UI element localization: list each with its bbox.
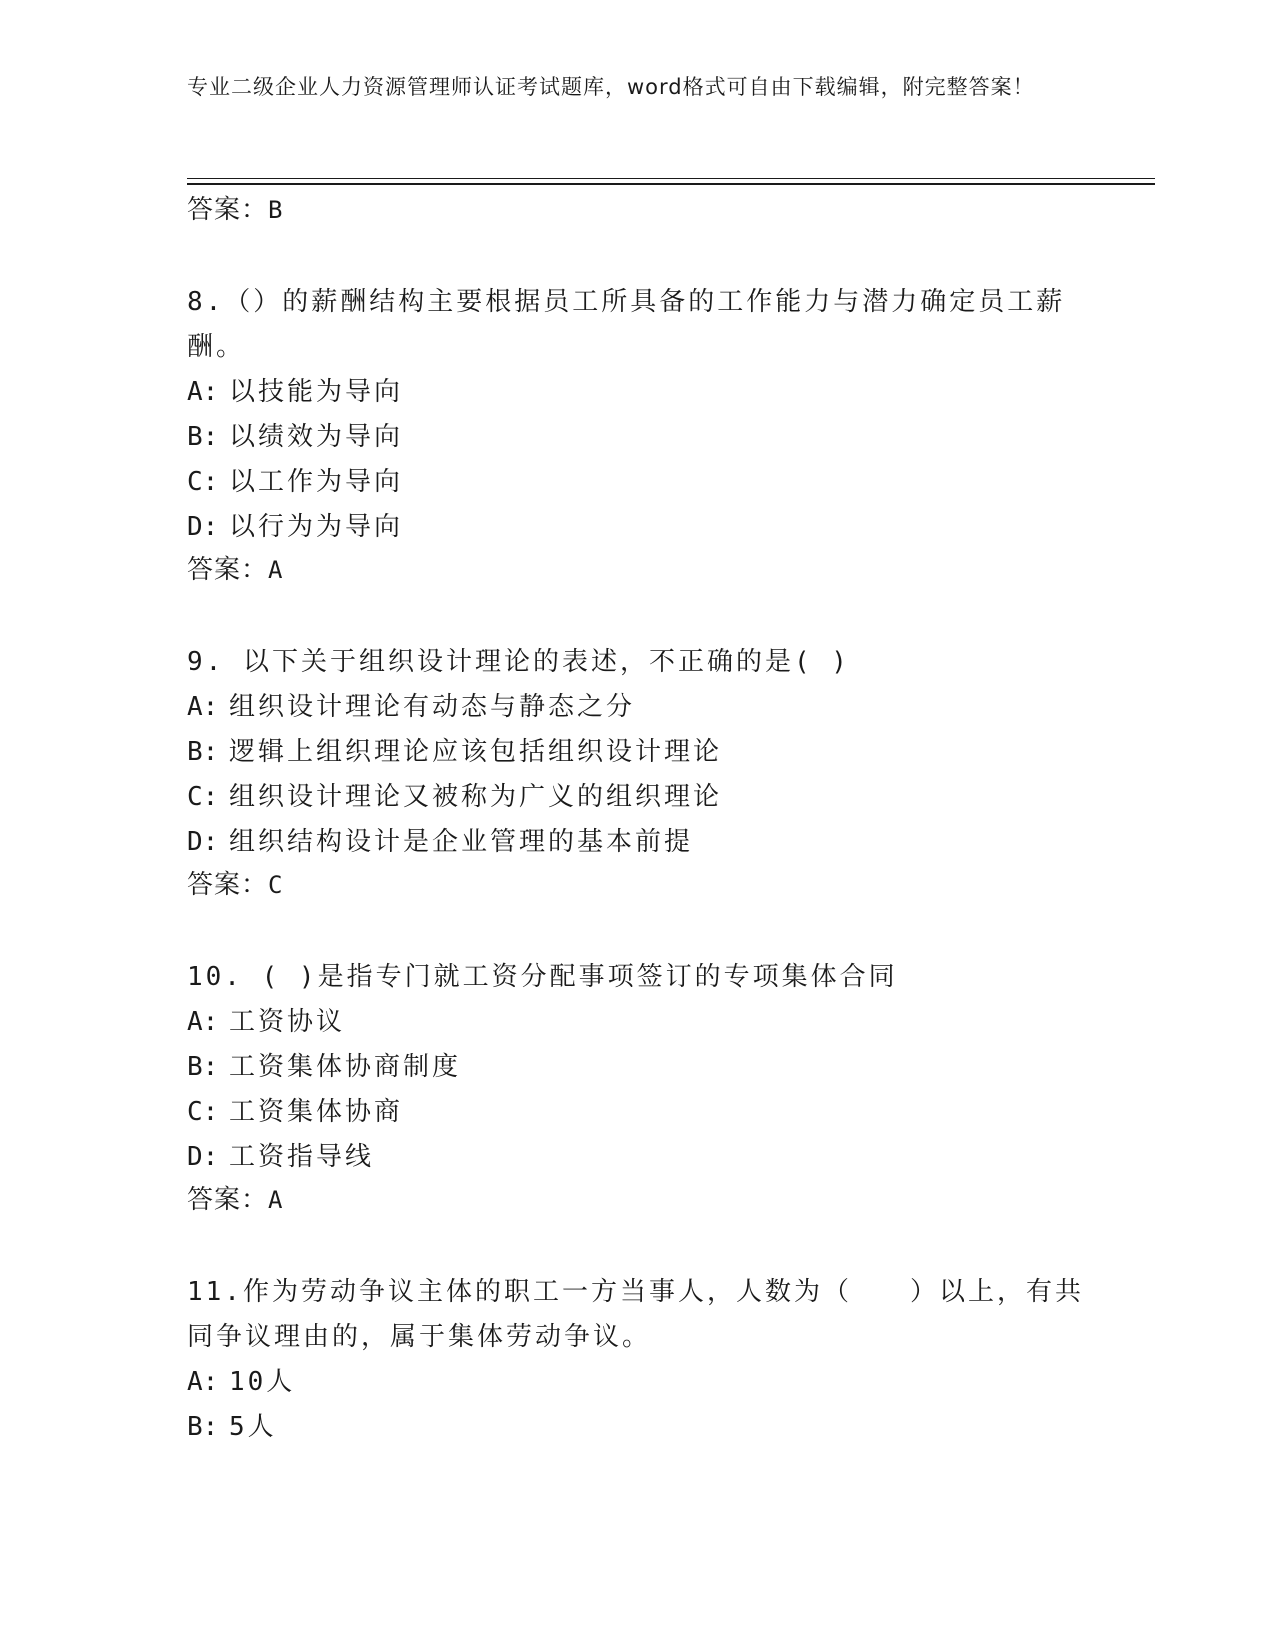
option-d [187, 1135, 1087, 1180]
option-d [187, 505, 1087, 550]
question-stem: 9. 以下关于组织设计理论的表述，不正确的是( ) [187, 647, 850, 677]
option-b [187, 730, 1087, 775]
question-item [187, 955, 1087, 1220]
question-list [187, 190, 1087, 1450]
option-b [187, 415, 1087, 460]
option-key: C: [187, 467, 219, 497]
option-key: B: [187, 1052, 219, 1082]
answer-line [187, 190, 1087, 230]
option-text: 工资集体协商 [229, 1097, 404, 1127]
option-key: B: [187, 737, 219, 767]
option-key: D: [187, 512, 219, 542]
option-c [187, 460, 1087, 505]
option-b [187, 1405, 1087, 1450]
answer-label: 答案： [187, 555, 269, 585]
answer-value: A [268, 556, 284, 584]
answer-label: 答案： [187, 1185, 269, 1215]
option-c [187, 775, 1087, 820]
option-text: 组织结构设计是企业管理的基本前提 [229, 827, 694, 857]
answer-value: B [268, 196, 284, 224]
header-divider-thin [187, 178, 1155, 179]
option-text: 工资协议 [229, 1007, 346, 1037]
option-a [187, 1360, 1087, 1405]
option-text: 以工作为导向 [229, 467, 404, 497]
option-text: 10人 [229, 1367, 296, 1397]
option-a [187, 1000, 1087, 1045]
option-text: 以行为为导向 [229, 512, 404, 542]
option-text: 组织设计理论有动态与静态之分 [229, 692, 636, 722]
option-d [187, 820, 1087, 865]
option-text: 工资集体协商制度 [229, 1052, 462, 1082]
option-a [187, 685, 1087, 730]
option-key: A: [187, 1007, 219, 1037]
answer-line [187, 1180, 1087, 1220]
answer-line [187, 865, 1087, 905]
option-key: C: [187, 1097, 219, 1127]
question-stem: 10. ( )是指专门就工资分配事项签订的专项集体合同 [187, 962, 898, 992]
option-key: D: [187, 1142, 219, 1172]
answer-label: 答案： [187, 870, 269, 900]
option-key: A: [187, 1367, 219, 1397]
option-b [187, 1045, 1087, 1090]
question-stem: 11.作为劳动争议主体的职工一方当事人，人数为（ ）以上，有共同争议理由的，属于集体劳动争议。 [187, 1277, 1084, 1352]
option-c [187, 1090, 1087, 1135]
option-text: 以技能为导向 [229, 377, 404, 407]
option-key: B: [187, 1412, 219, 1442]
question-item [187, 280, 1087, 590]
option-key: A: [187, 692, 219, 722]
question-stem: 8.（）的薪酬结构主要根据员工所具备的工作能力与潜力确定员工薪酬。 [187, 287, 1066, 362]
option-text: 逻辑上组织理论应该包括组织设计理论 [229, 737, 723, 767]
answer-line [187, 550, 1087, 590]
answer-value: C [268, 871, 284, 899]
option-key: A: [187, 377, 219, 407]
option-text: 5人 [229, 1412, 277, 1442]
option-key: B: [187, 422, 219, 452]
option-key: D: [187, 827, 219, 857]
question-item [187, 640, 1087, 905]
option-key: C: [187, 782, 219, 812]
option-a [187, 370, 1087, 415]
question-item [187, 1270, 1087, 1450]
answer-label: 答案： [187, 195, 269, 225]
option-text: 组织设计理论又被称为广义的组织理论 [229, 782, 723, 812]
document-header: 专业二级企业人力资源管理师认证考试题库，word格式可自由下载编辑，附完整答案！ [187, 75, 1035, 99]
option-text: 以绩效为导向 [229, 422, 404, 452]
header-divider-thick [187, 183, 1155, 185]
option-text: 工资指导线 [229, 1142, 375, 1172]
answer-value: A [268, 1186, 284, 1214]
